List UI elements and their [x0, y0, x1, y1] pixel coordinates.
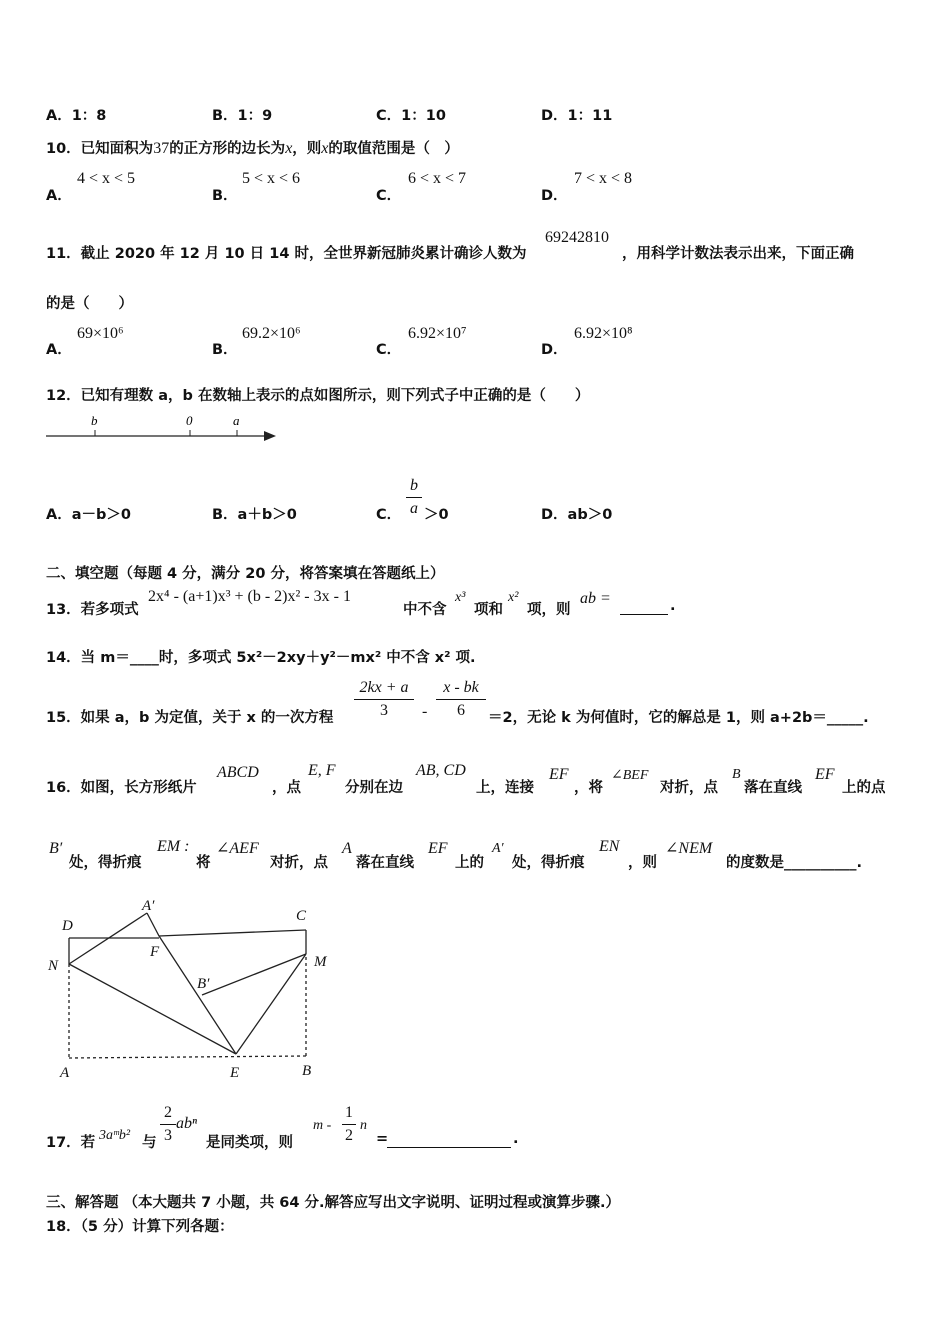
crease-en — [69, 964, 236, 1054]
q18-stem: 18．（5 分）计算下列各题： — [46, 1219, 234, 1235]
q15-pre: 15．如果 a，b 为定值，关于 x 的一次方程 — [46, 710, 334, 726]
label-A: A — [60, 1065, 70, 1081]
q16-ef4: EF — [428, 840, 448, 857]
number-line — [44, 408, 280, 444]
q16-l2-h: 的度数是__________. — [726, 855, 863, 871]
q11-option-d: 6.92×10⁸ — [574, 325, 633, 342]
q16-angle-nem: ∠NEM — [665, 840, 713, 857]
q10-label-c: C． — [376, 188, 402, 204]
q17-expr-fraction: 1 2 — [342, 1104, 356, 1145]
q13-term1: x³ — [455, 590, 466, 605]
q17-expr-pre: m - — [313, 1118, 332, 1133]
q10-label-b: B． — [212, 188, 238, 204]
q11-stem-line2: 的是（ ） — [46, 296, 133, 312]
q16-l1-pre: 16．如图，长方形纸片 — [46, 780, 197, 796]
q16-en: EN — [599, 838, 620, 855]
q11-label-a: A． — [46, 342, 72, 358]
q11-option-b: 69.2×10⁶ — [242, 325, 301, 342]
q16-l1-e: 对折，点 — [660, 780, 718, 796]
q11-label-b: B． — [212, 342, 238, 358]
q16-bprime: B′ — [49, 840, 63, 857]
q12-option-c-tail: ＞0 — [424, 507, 449, 523]
q11-stem-post: ，用科学计数法表示出来，下面正确 — [622, 246, 854, 262]
q16-ef: E, F — [308, 762, 336, 779]
q11-label-c: C． — [376, 342, 402, 358]
q17-term1: 3aᵐb² — [99, 1128, 131, 1143]
q11-stem-pre: 11．截止 2020 年 12 月 10 日 14 时，全世界新冠肺炎累计确诊人数为 — [46, 246, 527, 262]
q16-a: A — [342, 840, 352, 857]
q12-stem: 12．已知有理数 a，b 在数轴上表示的点如图所示，则下列式子中正确的是（ ） — [46, 388, 590, 404]
label-A-prime: A′ — [142, 898, 155, 914]
q12-option-c-fraction: b a — [406, 477, 422, 518]
q17-fraction: 2 3 — [160, 1104, 176, 1145]
q10-stem: 10．已知面积为37的正方形的边长为x，则x的取值范围是（ ） — [46, 140, 459, 157]
q16-aprime: A′ — [492, 841, 504, 856]
label-M: M — [314, 954, 327, 970]
q16-l2-a: 处，得折痕 — [69, 855, 142, 871]
q9-option-d: D．1：11 — [541, 108, 613, 124]
q12-option-a: A．a－b＞0 — [46, 507, 131, 523]
q11-option-a: 69×10⁶ — [77, 325, 124, 342]
q15-minus: - — [422, 703, 428, 720]
q16-l2-d: 落在直线 — [356, 855, 414, 871]
label-B-prime: B′ — [197, 976, 210, 992]
label-D: D — [62, 918, 73, 934]
q9-option-a: A．1：8 — [46, 108, 107, 124]
q16-ef3: EF — [815, 766, 835, 783]
q10-label-d: D． — [541, 188, 568, 204]
label-B: B — [302, 1063, 312, 1079]
edge-a-prime-f — [147, 913, 159, 936]
q17-mid2: 是同类项，则 — [206, 1135, 293, 1151]
q17-mid: 与 — [142, 1135, 157, 1151]
q9-option-c: C．1：10 — [376, 108, 446, 124]
q16-l2-g: ，则 — [628, 855, 657, 871]
q16-ab-cd: AB, CD — [416, 762, 466, 779]
label-F: F — [150, 944, 160, 960]
label-C: C — [296, 908, 307, 924]
q13-answer-blank[interactable] — [620, 600, 668, 615]
section-3-heading: 三、解答题 （本大题共 7 小题，共 64 分.解答应写出文字说明、证明过程或演算步骤.） — [46, 1195, 621, 1211]
q11-option-c: 6.92×10⁷ — [408, 325, 467, 342]
label-E: E — [230, 1065, 240, 1081]
q16-b: B — [732, 767, 741, 782]
q15-post: ＝2，无论 k 为何值时，它的解总是 1，则 a+2b＝_____. — [488, 710, 869, 726]
q11-number: 69242810 — [545, 229, 609, 246]
q16-l2-f: 处，得折痕 — [512, 855, 585, 871]
q14-stem: 14．当 m＝____时，多项式 5x²－2xy＋y²－mx² 中不含 x² 项. — [46, 650, 476, 666]
q10-option-c: 6 < x < 7 — [408, 170, 467, 187]
q16-l2-b: 将 — [196, 855, 211, 871]
q10-option-d: 7 < x < 8 — [574, 170, 633, 187]
q13-expr: ab = — [580, 590, 611, 607]
q11-label-d: D． — [541, 342, 568, 358]
q12-option-d: D．ab＞0 — [541, 507, 613, 523]
arrow-right-icon — [264, 431, 276, 441]
q13-polynomial: 2x⁴ - (a+1)x³ + (b - 2)x² - 3x - 1 — [148, 588, 351, 605]
q16-l1-a: ，点 — [272, 780, 301, 796]
label-N: N — [48, 958, 59, 974]
section-2-heading: 二、填空题（每题 4 分，满分 20 分，将答案填在答题纸上） — [46, 566, 445, 582]
edge-fe — [159, 936, 236, 1054]
q17-eq: = — [376, 1131, 389, 1147]
q10-label-a: A． — [46, 188, 72, 204]
axis-label-b: b — [91, 413, 98, 428]
q13-mid2: 项和 — [474, 602, 503, 618]
q16-angle-aef: ∠AEF — [216, 840, 259, 857]
q16-l1-f: 落在直线 — [744, 780, 802, 796]
q13-post: . — [670, 598, 676, 614]
axis-label-a: a — [233, 413, 240, 428]
q17-term2: abⁿ — [176, 1115, 198, 1132]
q12-option-b: B．a＋b＞0 — [212, 507, 297, 523]
q13-mid3: 项，则 — [527, 602, 571, 618]
q13-mid: 中不含 — [403, 602, 447, 618]
q16-em: EM : — [157, 838, 190, 855]
axis-label-0: 0 — [186, 413, 193, 428]
edge-b-prime-m — [202, 954, 306, 995]
q13-pre: 13．若多项式 — [46, 602, 139, 618]
q15-fraction-2: x - bk 6 — [436, 679, 486, 720]
q16-l2-e: 上的 — [455, 855, 484, 871]
q16-l1-c: 上，连接 — [476, 780, 534, 796]
q16-l2-c: 对折，点 — [270, 855, 328, 871]
q12-option-c-label: C． — [376, 507, 402, 523]
q17-post: . — [513, 1131, 519, 1147]
q16-abcd: ABCD — [217, 764, 259, 781]
q9-option-b: B．1：9 — [212, 108, 273, 124]
edge-fc — [159, 930, 306, 936]
crease-em — [236, 954, 306, 1054]
q13-term2: x² — [508, 590, 519, 605]
q16-figure — [44, 896, 344, 1086]
q10-option-b: 5 < x < 6 — [242, 170, 301, 187]
q17-answer-blank[interactable] — [387, 1133, 511, 1148]
q17-pre: 17．若 — [46, 1135, 96, 1151]
q10-option-a: 4 < x < 5 — [77, 170, 136, 187]
q16-angle-bef: ∠BEF — [611, 768, 649, 783]
q17-expr-post: n — [360, 1118, 367, 1133]
q16-l1-b: 分别在边 — [345, 780, 403, 796]
q15-fraction-1: 2kx + a 3 — [354, 679, 414, 720]
q16-l1-d: ，将 — [574, 780, 603, 796]
q16-l1-g: 上的点 — [842, 780, 886, 796]
edge-ab-dotted — [69, 1056, 306, 1058]
q16-ef2: EF — [549, 766, 569, 783]
